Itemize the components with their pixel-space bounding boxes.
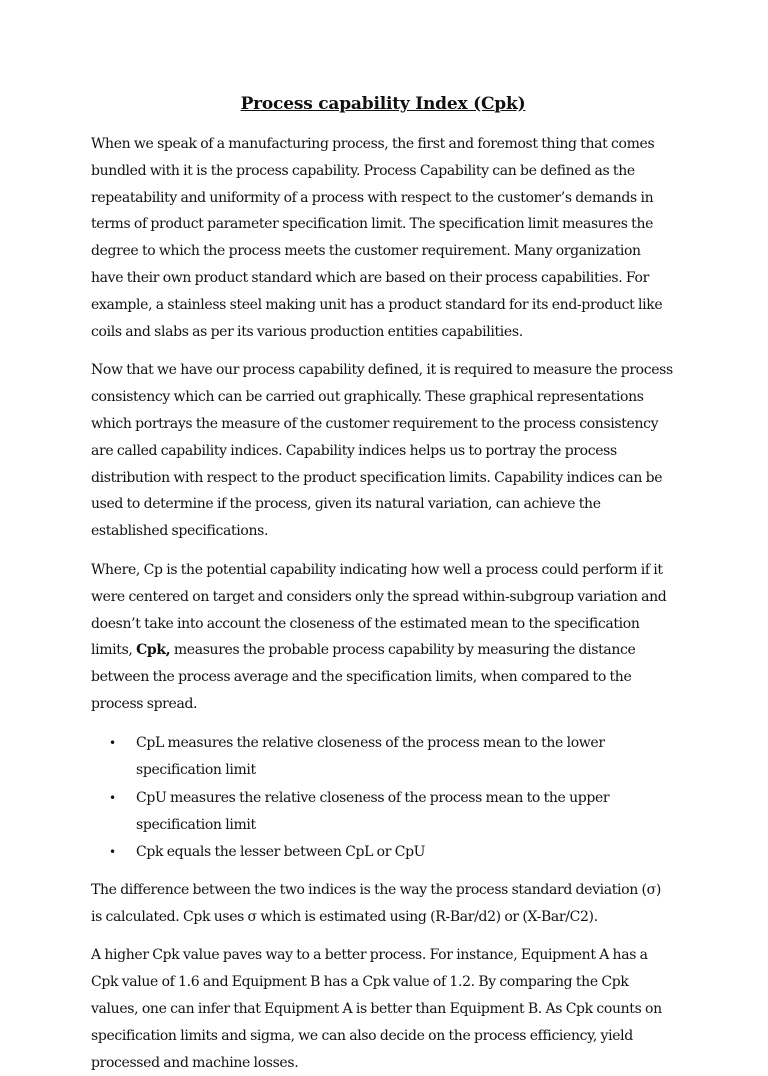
paragraph-example: A higher Cpk value paves way to a better process. For instance, Equipment A has a Cpk value of 1.6 and Equipment B has a Cpk value of 1.2. By comparing the Cpk values, one can infer that Equipment A is better than Equipment B. As Cpk counts on specification limits and sigma, we can also decide on the process efficiency, yield processed and machine losses. [91, 947, 662, 1071]
cpk-term: Cpk, [136, 642, 171, 659]
list-item-text: Cpk equals the lesser between CpL or CpU [136, 844, 426, 861]
list-item [91, 785, 675, 840]
list-item-text: CpL measures the relative closeness of the process mean to the lower specification limit [136, 734, 605, 779]
bullet-list [91, 730, 675, 867]
bullet-icon: • [109, 735, 116, 750]
paragraph-cpk-text: measures the probable process capability by measuring the distance between the process average and the specification limits, when compared to the process spread. [91, 642, 636, 712]
list-item-text: CpU measures the relative closeness of the process mean to the upper specification limit [136, 789, 610, 833]
paragraph-cp-text: Where, Cp is the potential capability indicating how well a process could perform if it were centered on target and considers only the spread within-subgroup variation and doesn’t take into account the closeness of the estimated mean to the specification limits, [91, 561, 667, 659]
paragraph-intro: When we speak of a manufacturing process, the first and foremost thing that comes bundled with it is the process capability. Process Capability can be defined as the repeatability and uniformity of a process with respect to the customer’s demands in terms of product parameter specification limit. The specification limit measures the degree to which the process meets the customer requirement. Many organization have their own product standard which are based on their process capabilities. For example, a stainless steel making unit has a product standard for its end-product like coils and slabs as per its various production entities capabilities. [91, 136, 663, 340]
paragraph-capability-indices: Now that we have our process capability defined, it is required to measure the process consistency which can be carried out graphically. These graphical representations which portrays the measure of the customer requirement to the process consistency are called capability indices. Capability indices helps us to portray the process distribution with respect to the product specification limits. Capability indices can be used to determine if the process, given its natural variation, can achieve the established specifications. [91, 362, 673, 540]
list-item [91, 839, 675, 866]
paragraph-cp-cpk [91, 557, 675, 718]
bullet-icon: • [109, 845, 116, 860]
bullet-icon: • [109, 790, 116, 805]
paragraph-sigma: The difference between the two indices is the way the process standard deviation (σ) is calculated. Cpk uses σ which is estimated using (R-Bar/d2) or (X-Bar/C2). [91, 881, 661, 925]
list-item [91, 730, 675, 785]
document-title: Process capability Index (Cpk) [240, 94, 526, 114]
